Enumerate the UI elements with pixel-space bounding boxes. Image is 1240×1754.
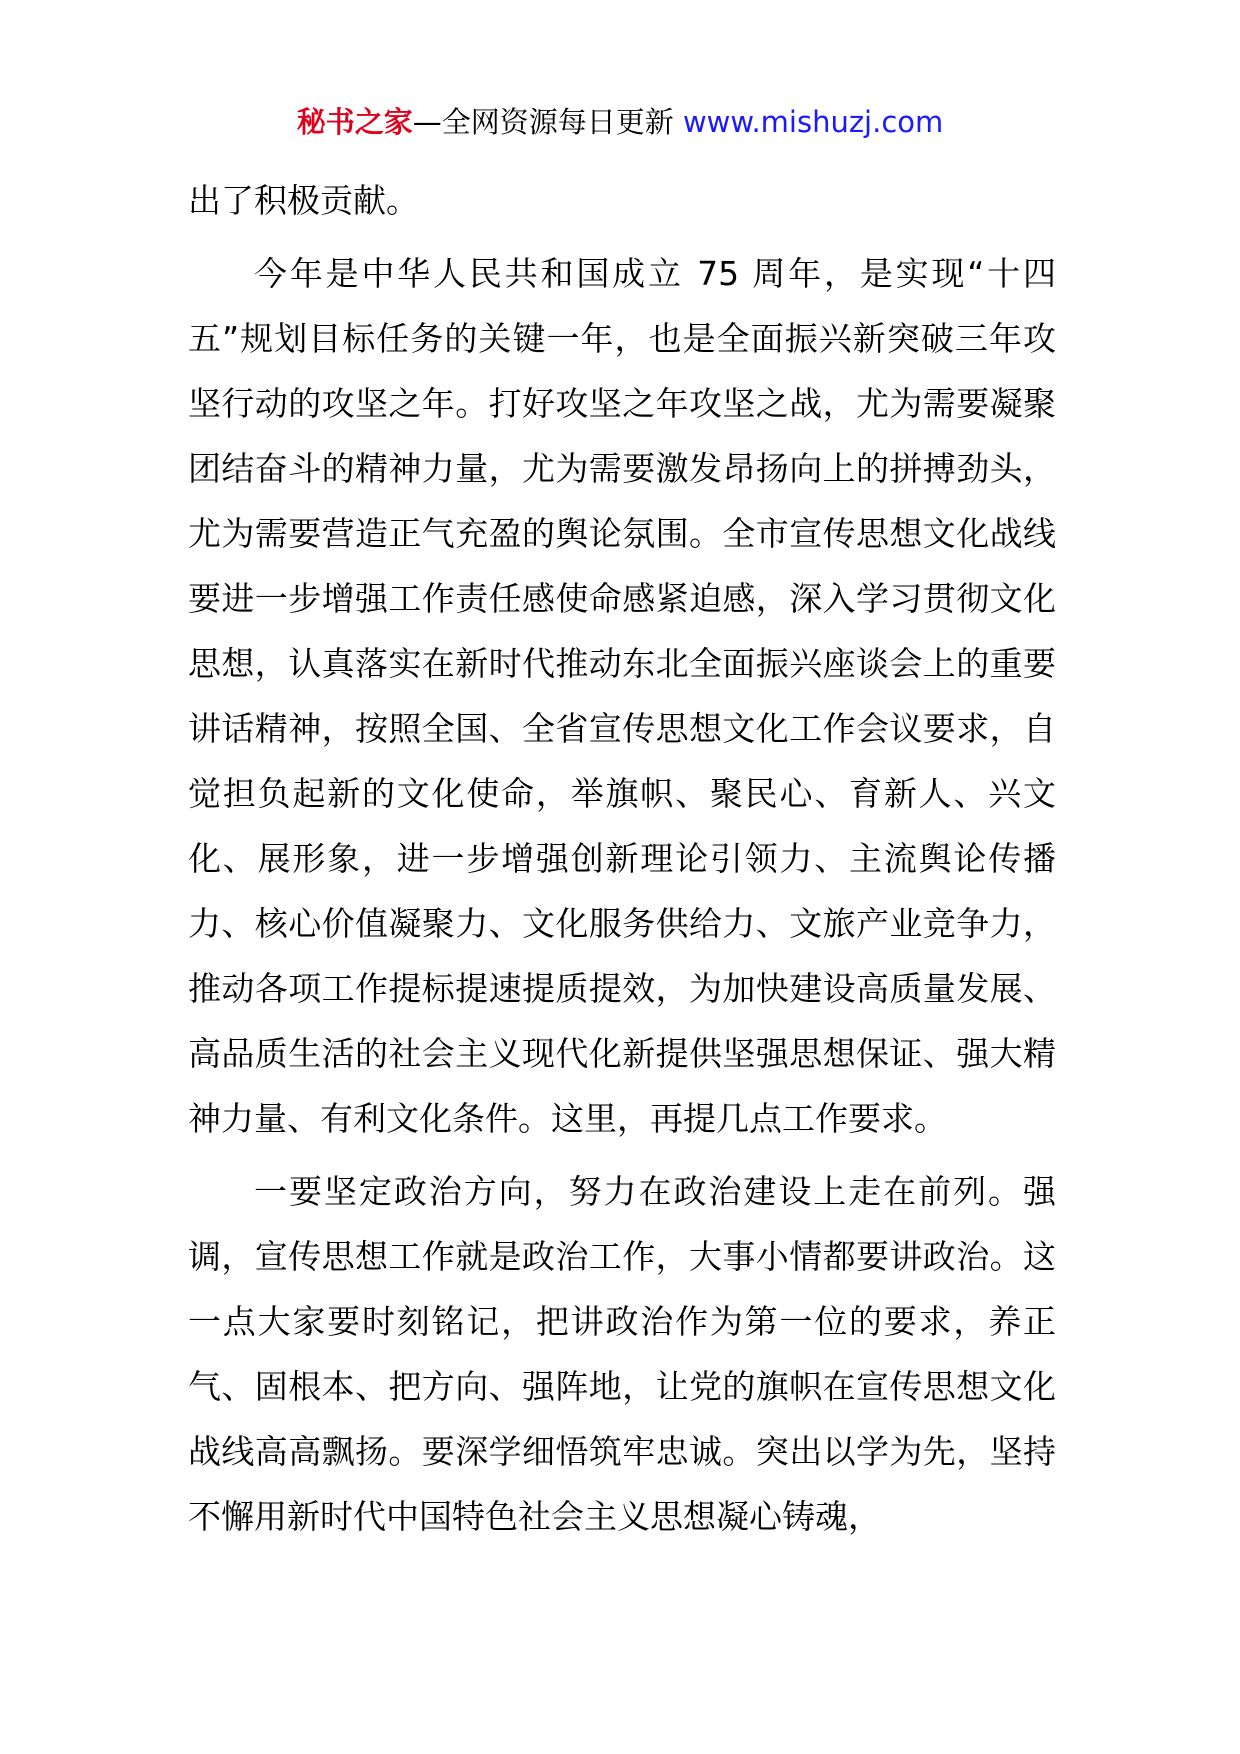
- site-header: [0, 100, 1240, 144]
- site-brand: 秘书之家: [296, 105, 413, 139]
- paragraph-continuation: 出了积极贡献。: [188, 181, 419, 220]
- site-url-link[interactable]: www.mishuzj.com: [682, 105, 944, 139]
- document-body: [188, 168, 1056, 1549]
- site-tagline: —全网资源每日更新: [412, 105, 683, 139]
- paragraph-political-direction: 一要坚定政治方向，努力在政治建设上走在前列。强调，宣传思想工作就是政治工作，大事小情都要讲政治。这一点大家要时刻铭记，把讲政治作为第一位的要求，养正气、固根本、把方向、强阵地，让党的旗帜在宣传思想文化战线高高飘扬。要深学细悟筑牢忠诚。突出以学为先，坚持不懈用新时代中国特色社会主义思想凝心铸魂，: [188, 1172, 1056, 1536]
- paragraph-anniversary-year: 今年是中华人民共和国成立 75 周年，是实现“十四五”规划目标任务的关键一年，也是全面振兴新突破三年攻坚行动的攻坚之年。打好攻坚之年攻坚之战，尤为需要凝聚团结奋斗的精神力量，尤为需要激发昂扬向上的拼搏劲头，尤为需要营造正气充盈的舆论氛围。全市宣传思想文化战线要进一步增强工作责任感使命感紧迫感，深入学习贯彻文化思想，认真落实在新时代推动东北全面振兴座谈会上的重要讲话精神，按照全国、全省宣传思想文化工作会议要求，自觉担负起新的文化使命，举旗帜、聚民心、育新人、兴文化、展形象，进一步增强创新理论引领力、主流舆论传播力、核心价值凝聚力、文化服务供给力、文旅产业竞争力，推动各项工作提标提速提质提效，为加快建设高质量发展、高品质生活的社会主义现代化新提供坚强思想保证、强大精神力量、有利文化条件。这里，再提几点工作要求。: [188, 254, 1056, 1138]
